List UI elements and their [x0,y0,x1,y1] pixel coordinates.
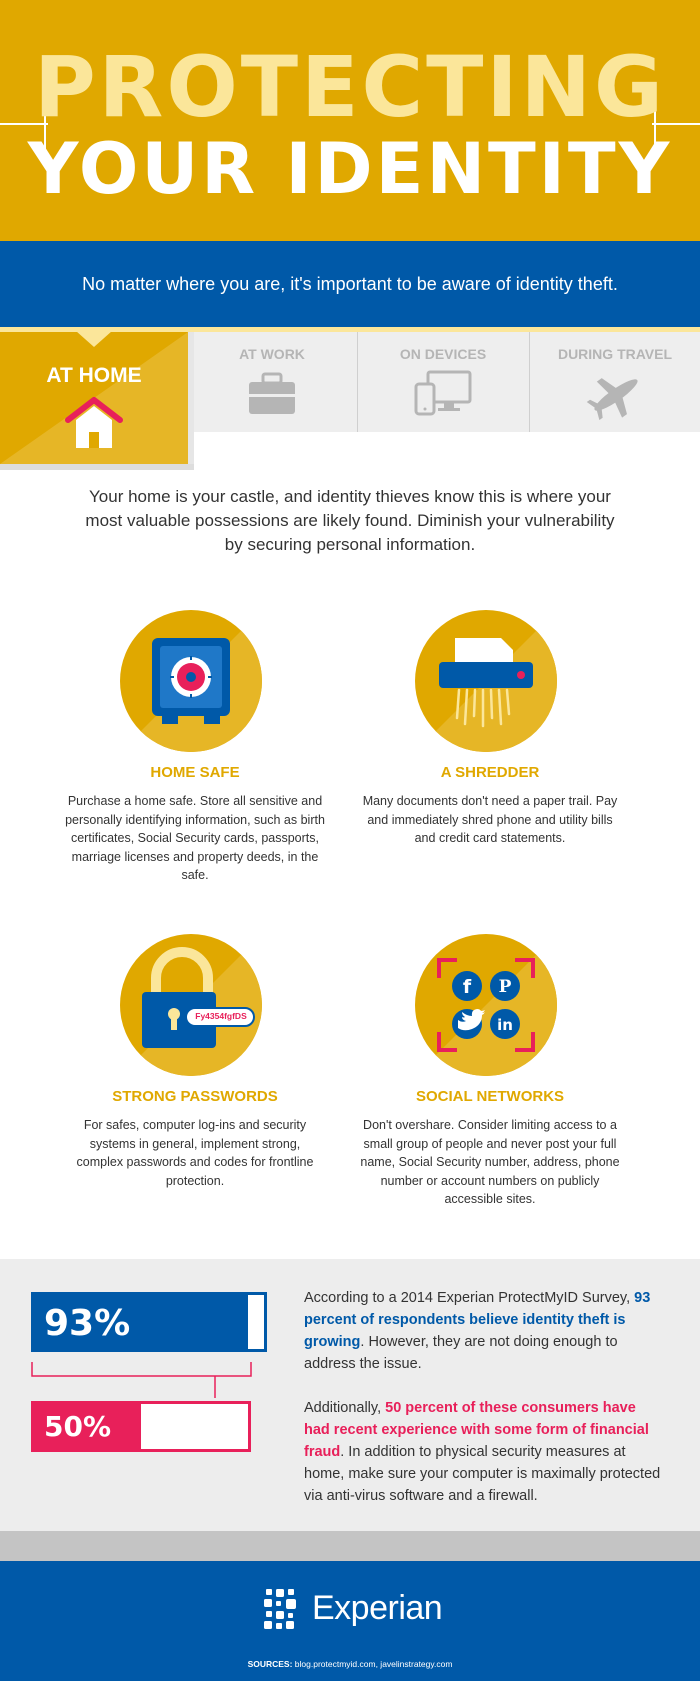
svg-text:P: P [498,977,512,997]
footer-divider [0,1531,700,1561]
experian-logo-icon [262,1587,308,1633]
briefcase-icon [247,372,297,416]
title-line-2: YOUR IDENTITY [27,128,673,210]
sources-label: SOURCES: [247,1659,293,1669]
svg-text:in: in [497,1016,513,1034]
stat-text-93-post: . However, they are not doing enough to address the issue. [304,1334,618,1372]
bar-93-label: 93% [44,1303,131,1344]
home-safe-circle [120,610,262,752]
bar-50-percent [31,1401,251,1452]
active-tab-notch [76,331,112,347]
header [0,0,700,241]
social-description: Don't overshare. Consider limiting access to a small group of people and never post your full name, Social Security number, address, phone number or account numbers on publicly accessible sites. [360,1118,620,1206]
tab-during-travel[interactable] [529,332,700,432]
bar-93-percent [31,1292,267,1352]
sources-line [0,1659,700,1669]
shredder-icon [415,610,557,752]
home-safe-description: Purchase a home safe. Store all sensitive and personally identifying information, such as birth certificates, Social Security cards, passports, marriage licenses and property deeds, in the safe. [65,794,325,882]
airplane-icon [586,370,646,420]
subtitle-text: No matter where you are, it's important to be aware of identity theft. [82,274,618,294]
padlock-icon [120,934,262,1076]
svg-text:f: f [462,976,472,998]
tab-at-home-label: AT HOME [46,364,142,387]
tab-on-devices[interactable] [357,332,528,432]
tab-at-work[interactable] [188,332,356,432]
intro-text: Your home is your castle, and identity thieves know this is where your most valuable possessions are likely found. Diminish your vulnerability by securing personal information. [85,487,615,554]
home-tab-shadow-right [188,332,194,470]
shredder-title: A SHREDDER [440,764,540,781]
bar-50-label: 50% [44,1410,112,1443]
home-tab-shadow [0,464,194,470]
social-icons [415,934,557,1076]
house-icon [64,396,124,450]
stat-text-93 [304,1287,664,1375]
experian-brand: Experian [312,1589,443,1627]
stat-text-50-pre: Additionally, [304,1400,386,1416]
sources-text: blog.protectmyid.com, javelinstrategy.com [292,1659,453,1669]
social-title: SOCIAL NETWORKS [415,1088,565,1105]
passwords-circle [120,934,262,1076]
shredder-circle [415,610,557,752]
stat-text-93-pre: According to a 2014 Experian ProtectMyID Survey, [304,1290,635,1306]
stat-text-50 [304,1397,664,1507]
devices-icon [414,370,474,416]
home-safe-title: HOME SAFE [150,764,240,781]
tab-on-devices-label: ON DEVICES [399,346,487,362]
safe-icon [120,610,262,752]
tab-at-work-label: AT WORK [239,346,305,362]
stat-text-93-highlight: 93 percent of respondents believe identity theft is growing [304,1290,651,1350]
subtitle-band [0,241,700,327]
title-line-1: PROTECTING [34,38,666,136]
stat-text-50-highlight: 50 percent of these consumers have had recent experience with some form of financial fraud [304,1400,649,1460]
social-circle [415,934,557,1076]
passwords-description: For safes, computer log-ins and security systems in general, implement strong, complex passwords and codes for frontline protection. [76,1118,314,1188]
tab-during-travel-label: DURING TRAVEL [557,346,673,362]
shredder-description: Many documents don't need a paper trail. Pay and immediately shred phone and utility bills and credit card statements. [362,794,618,845]
footer [0,1561,700,1681]
tab-at-home[interactable] [0,332,188,464]
password-sample: Fy4354fgfDS [195,1011,247,1021]
passwords-title: STRONG PASSWORDS [112,1088,278,1105]
stat-text-50-post: . In addition to physical security measures at home, make sure your computer is maximally protected via anti-virus software and a firewall. [304,1444,661,1504]
